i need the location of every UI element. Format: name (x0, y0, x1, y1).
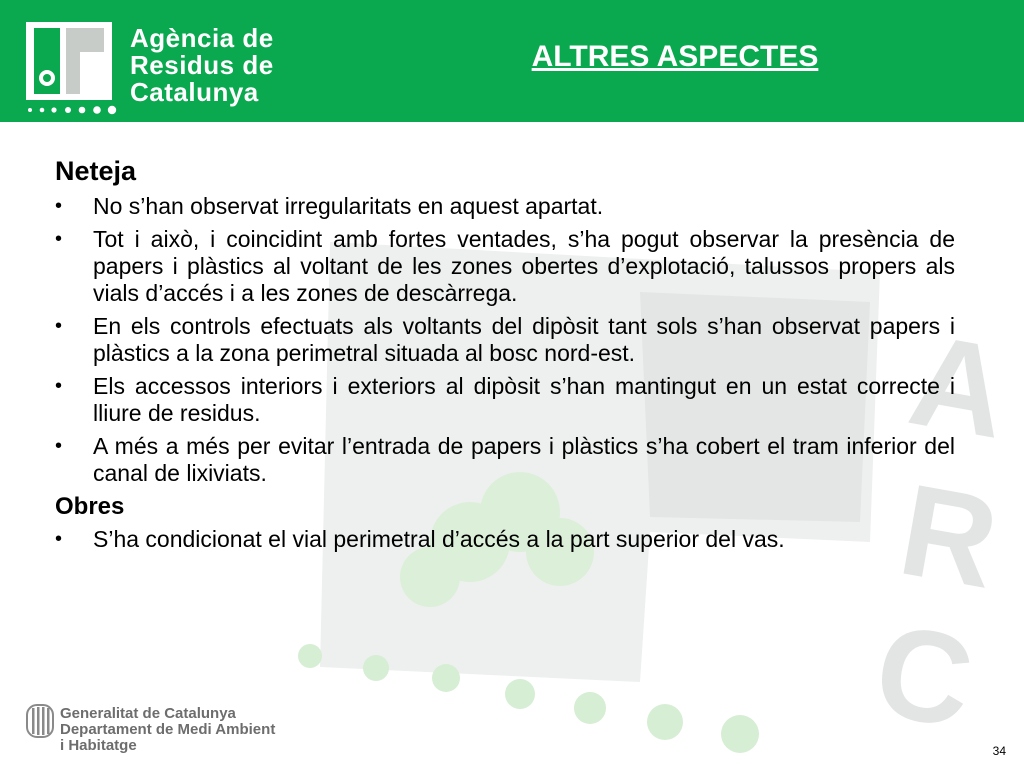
svg-text:R: R (890, 455, 1008, 616)
bullet-list-obres (55, 526, 955, 553)
list-item (55, 226, 955, 307)
logo-dots-decoration (26, 104, 118, 116)
footer-org-line-3: i Habitatge (60, 737, 137, 754)
svg-text:A: A (900, 305, 1018, 466)
bullet-icon: • (55, 195, 63, 217)
bullet-icon: • (55, 375, 63, 397)
bullet-icon: • (55, 228, 63, 250)
list-item (55, 313, 955, 367)
svg-text:C: C (865, 595, 983, 756)
list-item (55, 193, 955, 220)
bullet-text: No s’han observat irregularitats en aquest apartat. (93, 193, 604, 219)
agency-name-line-3: Catalunya (130, 77, 259, 107)
bullet-text: Els accessos interiors i exteriors al dipòsit s’han mantingut en un estat correcte i lliure de residus. (93, 373, 955, 426)
bullet-icon: • (55, 435, 63, 457)
agency-name (130, 25, 274, 106)
slide-body (55, 158, 955, 559)
bullet-text: Tot i això, i coincidint amb fortes ventades, s’ha pogut observar la presència de papers i plàstics al voltant de les zones obertes d’explotació, talussos propers als vials d’accés i a les zones de descàrrega. (93, 226, 955, 306)
footer-org-line-1: Generalitat de Catalunya (60, 705, 236, 722)
section-heading-obres: Obres (55, 493, 125, 520)
arc-logo-icon (26, 22, 112, 100)
footer-org (60, 706, 275, 754)
footer-org-line-2: Departament de Medi Ambient (60, 721, 276, 738)
bullet-list-neteja (55, 193, 955, 487)
agency-name-line-2: Residus de (130, 50, 274, 80)
bullet-text: S’ha condicionat el vial perimetral d’accés a la part superior del vas. (93, 526, 785, 552)
bullet-text: En els controls efectuats als voltants del dipòsit tant sols s’han observat papers i plàstics a la zona perimetral situada al bosc nord-est. (93, 313, 955, 366)
list-item (55, 526, 955, 553)
bullet-icon: • (55, 315, 63, 337)
bullet-text: A més a més per evitar l’entrada de papers i plàstics s’ha cobert el tram inferior del canal de lixiviats. (93, 433, 955, 486)
section-heading-neteja: Neteja (55, 156, 137, 186)
list-item (55, 373, 955, 427)
header-bar (0, 0, 1024, 122)
slide-title: ALTRES ASPECTES (531, 40, 819, 73)
page-number: 34 (992, 744, 1006, 758)
bullet-icon: • (55, 528, 63, 550)
generalitat-emblem-icon (26, 704, 54, 738)
agency-name-line-1: Agència de (130, 23, 274, 53)
list-item (55, 433, 955, 487)
